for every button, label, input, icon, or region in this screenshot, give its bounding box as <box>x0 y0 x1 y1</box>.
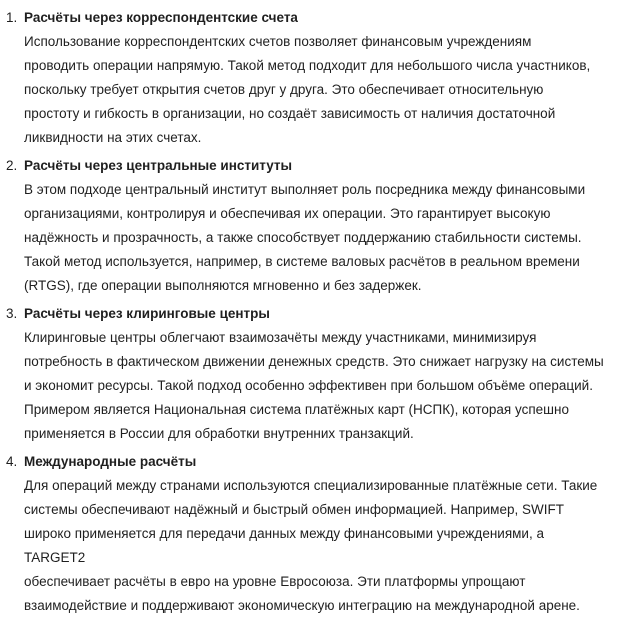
section-number: 4. <box>6 454 18 469</box>
section-list <box>6 6 607 618</box>
body-line: простоту и гибкость в организации, но создаёт зависимость от наличия достаточной <box>24 106 556 121</box>
section-body <box>24 326 607 446</box>
section-title: Расчёты через корреспондентские счета <box>24 10 298 25</box>
section-number: 1. <box>6 10 18 25</box>
body-line: обеспечивает расчёты в евро на уровне Евросоюза. Эти платформы упрощают <box>24 574 526 589</box>
body-line: потребность в фактическом движении денежных средств. Это снижает нагрузку на системы <box>24 354 604 369</box>
body-line: поскольку требует открытия счетов друг у друга. Это обеспечивает относительную <box>24 82 544 97</box>
section-international-payments <box>6 450 607 618</box>
section-central-institutions <box>6 154 607 298</box>
body-line: Клиринговые центры облегчают взаимозачёты между участниками, минимизируя <box>24 330 537 345</box>
section-body <box>24 178 607 298</box>
section-title: Расчёты через клиринговые центры <box>24 306 270 321</box>
body-line: применяется в России для обработки внутренних транзакций. <box>24 426 414 441</box>
section-body <box>24 474 607 618</box>
section-title: Расчёты через центральные институты <box>24 158 293 173</box>
body-line: ликвидности на этих счетах. <box>24 130 202 145</box>
body-line: широко применяется для передачи данных между финансовыми учреждениями, а TARGET2 <box>24 526 544 565</box>
body-line: Примером является Национальная система платёжных карт (НСПК), которая успешно <box>24 402 569 417</box>
body-line: организациями, контролируя и обеспечивая их операции. Это гарантирует высокую <box>24 206 551 221</box>
body-line: взаимодействие и поддерживают экономическую интеграцию на международной арене. <box>24 598 580 613</box>
section-number: 3. <box>6 306 18 321</box>
body-line: Использование корреспондентских счетов позволяет финансовым учреждениям <box>24 34 532 49</box>
body-line: (RTGS), где операции выполняются мгновенно и без задержек. <box>24 278 422 293</box>
body-line: Для операций между странами используются специализированные платёжные сети. Такие <box>24 478 598 493</box>
body-line: системы обеспечивают надёжный и быстрый обмен информацией. Например, SWIFT <box>24 502 564 517</box>
section-correspondent-accounts <box>6 6 607 150</box>
body-line: Такой метод используется, например, в системе валовых расчётов в реальном времени <box>24 254 580 269</box>
section-clearing-centers <box>6 302 607 446</box>
body-line: В этом подходе центральный институт выполняет роль посредника между финансовыми <box>24 182 586 197</box>
body-line: проводить операции напрямую. Такой метод подходит для небольшого числа участников, <box>24 58 591 73</box>
section-body <box>24 30 607 150</box>
section-title: Международные расчёты <box>24 454 197 469</box>
body-line: надёжность и прозрачность, а также способствует поддержанию стабильности системы. <box>24 230 582 245</box>
section-number: 2. <box>6 158 18 173</box>
body-line: и экономит ресурсы. Такой подход особенно эффективен при большом объёме операций. <box>24 378 593 393</box>
